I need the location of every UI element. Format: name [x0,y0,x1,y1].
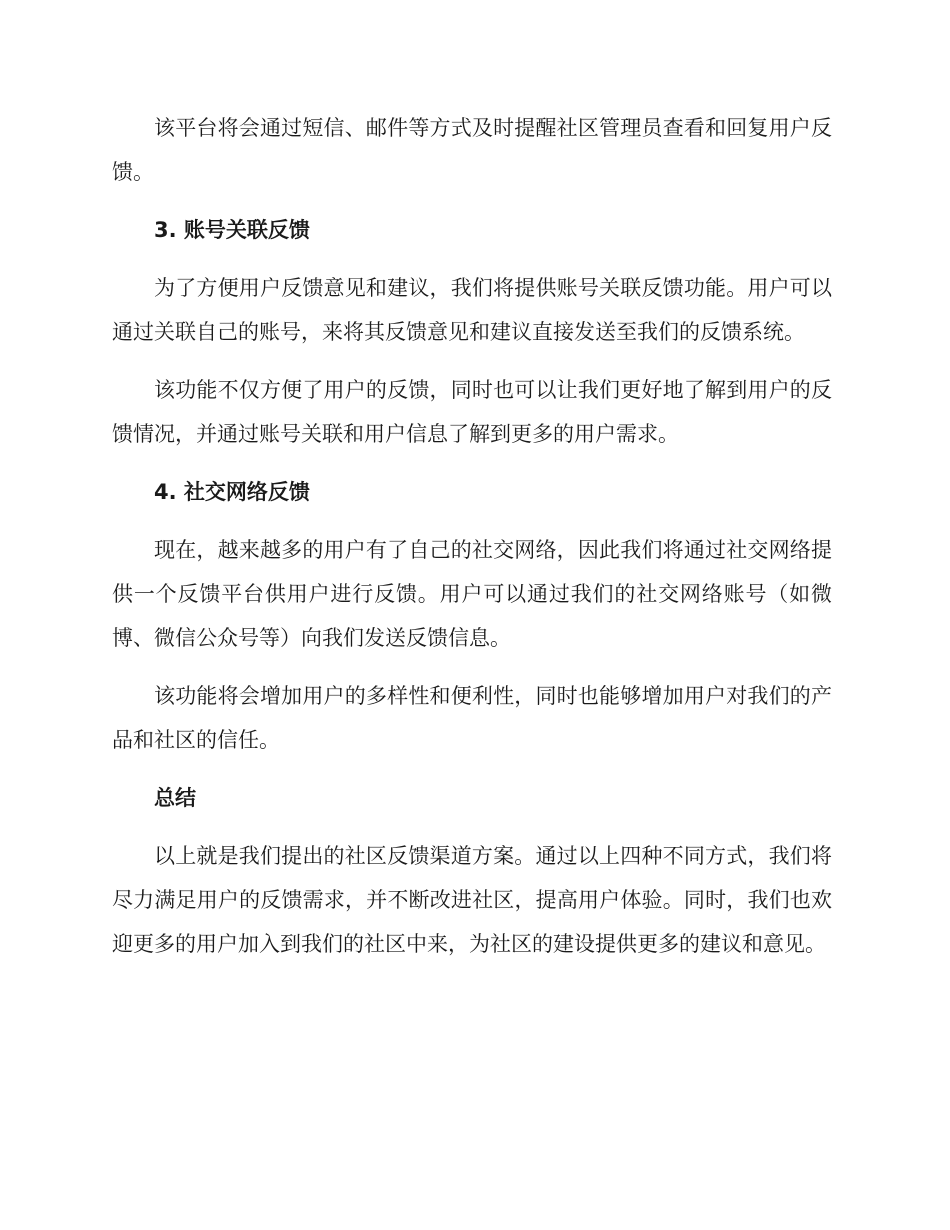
paragraph-account-feedback-intro: 为了方便用户反馈意见和建议，我们将提供账号关联反馈功能。用户可以通过关联自己的账号，来将其反馈意见和建议直接发送至我们的反馈系统。 [112,276,832,344]
document-body [112,106,832,980]
paragraph-social-feedback-benefit: 该功能将会增加用户的多样性和便利性，同时也能够增加用户对我们的产品和社区的信任。 [112,684,832,752]
paragraph-notification-reminder: 该平台将会通过短信、邮件等方式及时提醒社区管理员查看和回复用户反馈。 [112,116,832,184]
section-heading-social-feedback: 4. 社交网络反馈 [154,480,310,504]
section-heading-summary: 总结 [154,786,196,810]
paragraph-account-feedback-benefit: 该功能不仅方便了用户的反馈，同时也可以让我们更好地了解到用户的反馈情况，并通过账号关联和用户信息了解到更多的用户需求。 [112,378,832,446]
paragraph-social-feedback-intro: 现在，越来越多的用户有了自己的社交网络，因此我们将通过社交网络提供一个反馈平台供用户进行反馈。用户可以通过我们的社交网络账号（如微博、微信公众号等）向我们发送反馈信息。 [112,538,832,650]
section-heading-account-feedback: 3. 账号关联反馈 [154,218,310,242]
paragraph-summary: 以上就是我们提出的社区反馈渠道方案。通过以上四种不同方式，我们将尽力满足用户的反馈需求，并不断改进社区，提高用户体验。同时，我们也欢迎更多的用户加入到我们的社区中来，为社区的建设提供更多的建议和意见。 [112,844,832,956]
